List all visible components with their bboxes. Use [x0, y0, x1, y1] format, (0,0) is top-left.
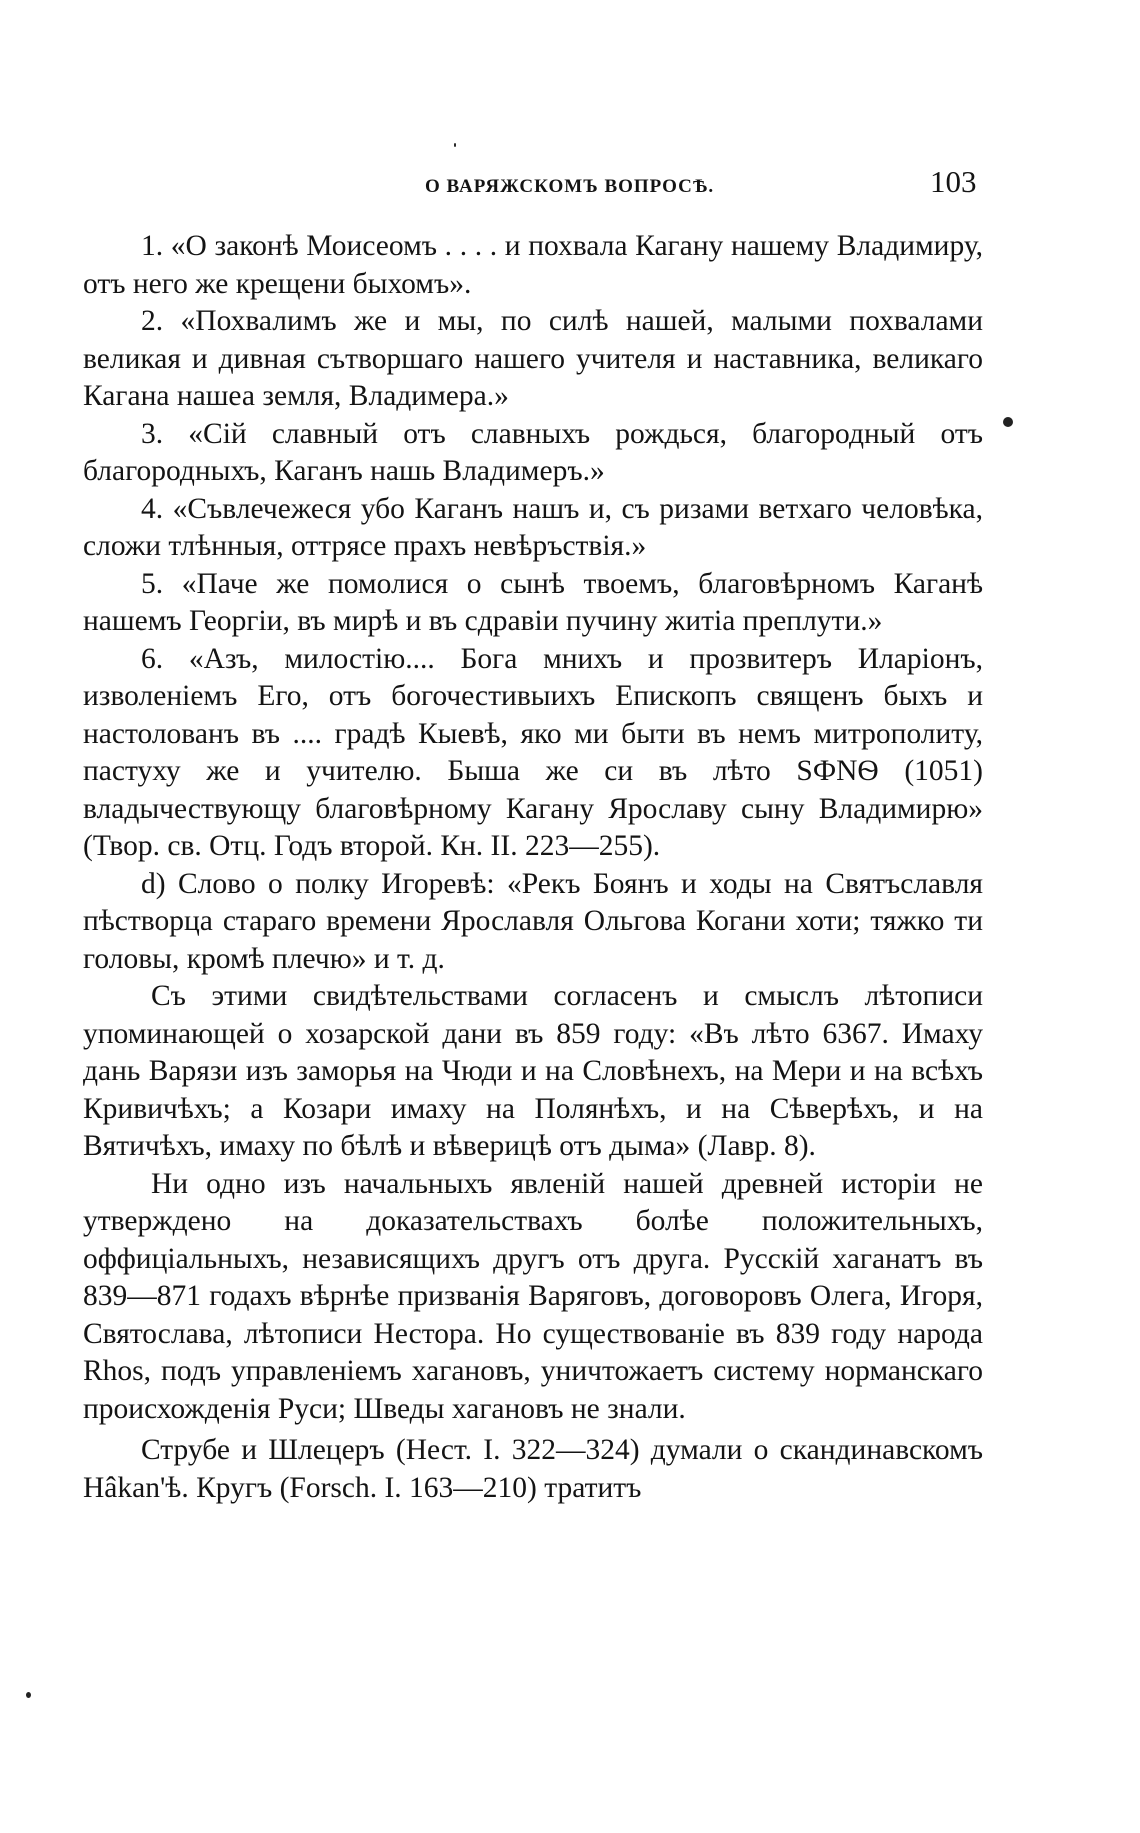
scan-speck: [454, 143, 456, 147]
paragraph-chronicle: Съ этими свидѣтельствами согласенъ и смыслъ лѣтописи упоминающей о хозарской дани въ 859 году: «Въ лѣто 6367. Имаху дань Варязи изъ заморья на Чюди и на Словѣнехъ, на Мери и на всѣхъ Кривичѣхъ; а Козари имаху на Полянѣхъ, и на Сѣверѣхъ, и на Вятичѣхъ, имаху по бѣлѣ и вѣверицѣ отъ дыма» (Лавр. 8).: [83, 980, 983, 1162]
running-title: О ВАРЯЖСКОМЪ ВОПРОСѢ.: [425, 176, 715, 197]
quote-3: 3. «Сій славный отъ славныхъ рождься, благородный отъ благородныхъ, Каганъ нашь Владимеръ.»: [83, 417, 983, 487]
page-number: 103: [930, 164, 977, 199]
quote-5: 5. «Паче же помолися о сынѣ твоемъ, благовѣрномъ Каганѣ нашемъ Георгіи, въ мирѣ и въ сдравіи пучину житіа преплути.»: [83, 567, 983, 637]
quote-2: 2. «Похвалимъ же и мы, по силѣ нашей, малыми похвалами великая и дивная сътворшаго нашего учителя и наставника, великаго Кагана нашеа земля, Владимера.»: [83, 305, 983, 412]
quote-6: 6. «Азъ, милостію.... Бога мнихъ и прозвитеръ Иларіонъ, изволеніемъ Его, отъ богочестивыихъ Епископъ священъ быхъ и настолованъ въ .... градѣ Кыевѣ, яко ми быти въ немъ митрополиту, пастуху же и учителю. Быша же си въ лѣто SФNѲ (1051) владычествующу благовѣрному Кагану Ярославу сыну Владимирю» (Твор. св. Отц. Годъ второй. Кн. II. 223—255).: [83, 642, 983, 862]
main-text: [83, 228, 983, 1507]
paragraph-strube: Струбе и Шлецеръ (Нест. I. 322—324) думали о скандинавскомъ Hâkan'ѣ. Кругъ (Forsch. I. 163—210) тратитъ: [83, 1434, 983, 1504]
quote-4: 4. «Съвлечежеся убо Каганъ нашъ и, съ ризами ветхаго человѣка, сложи тлѣнныя, оттрясе прахъ невѣръствія.»: [83, 492, 983, 562]
paragraph-khaganate: Ни одно изъ начальныхъ явленій нашей древней исторіи не утверждено на доказательствахъ болѣе положительныхъ, оффиціальныхъ, независящихъ другъ отъ друга. Русскій хаганатъ въ 839—871 годахъ вѣрнѣе призванія Варяговъ, договоровъ Олега, Игоря, Святослава, лѣтописи Нестора. Но существованіе въ 839 году народа Rhos, подъ управленіемъ хагановъ, уничтожаетъ систему норманскаго происхожденія Руси; Шведы хагановъ не знали.: [83, 1167, 983, 1425]
scan-speck: [26, 1692, 31, 1698]
paragraph-d: d) Слово о полку Игоревѣ: «Рекъ Боянъ и ходы на Святъславля пѣстворца стараго времени Ярославля Ольгова Когани хоти; тяжко ти головы, кромѣ плечю» и т. д.: [83, 867, 983, 975]
scan-speck: [1003, 417, 1013, 427]
quote-1: 1. «О законѣ Моисеомъ . . . . и похвала Кагану нашему Владимиру, отъ него же крещени быхомъ».: [83, 230, 983, 300]
